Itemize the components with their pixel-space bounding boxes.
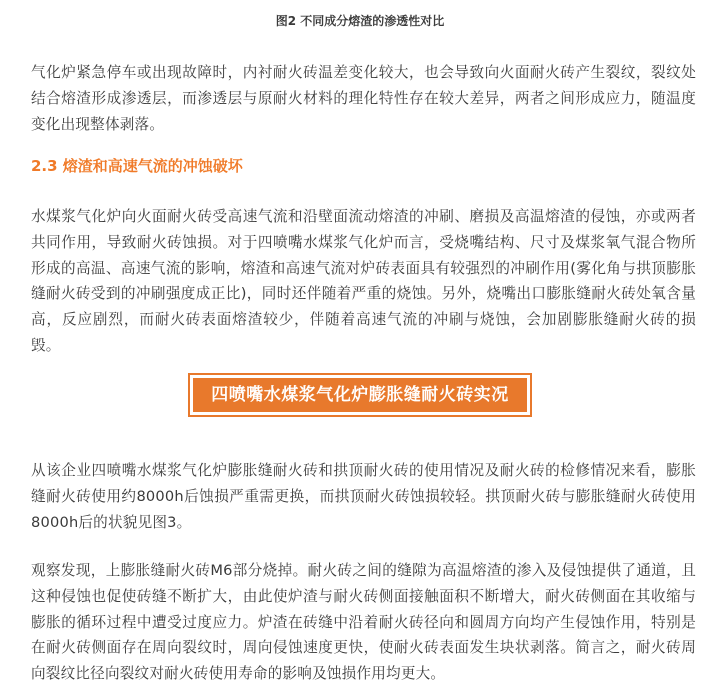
section-banner: 四喷嘴水煤浆气化炉膨胀缝耐火砖实况 — [190, 375, 530, 415]
paragraph-4: 观察发现，上膨胀缝耐火砖M6部分烧掉。耐火砖之间的缝隙为高温熔渣的渗入及侵蚀提供了通道，且这种侵蚀也促使砖缝不断扩大，由此使炉渣与耐火砖侧面接触面积不断增大，耐火砖侧面在其收缩与膨胀的循环过程中遭受过度应力。炉渣在砖缝中沿着耐火砖径向和圆周方向均产生侵蚀作用，特别是在耐火砖侧面存在周向裂纹时，周向侵蚀速度更快，使耐火砖表面发生块状剥落。简言之，耐火砖周向裂纹比径向裂纹对耐火砖使用寿命的影响及蚀损作用均更大。 — [31, 562, 696, 683]
paragraph-3: 从该企业四喷嘴水煤浆气化炉膨胀缝耐火砖和拱顶耐火砖的使用情况及耐火砖的检修情况来看，膨胀缝耐火砖使用约8000h后蚀损严重需更换，而拱顶耐火砖蚀损较轻。拱顶耐火砖与膨胀缝耐火砖使用8000h后的状貌见图3。 — [31, 462, 696, 531]
section-heading: 2.3 熔渣和高速气流的冲蚀破坏 — [31, 157, 243, 175]
paragraph-2: 水煤浆气化炉向火面耐火砖受高速气流和沿壁面流动熔渣的冲刷、磨损及高温熔渣的侵蚀，亦或两者共同作用，导致耐火砖蚀损。对于四喷嘴水煤浆气化炉而言，受烧嘴结构、尺寸及煤浆氧气混合物所形成的高温、高速气流的影响，熔渣和高速气流对炉砖表面具有较强烈的冲刷作用(雾化角与拱顶膨胀缝耐火砖受到的冲刷强度成正比)，同时还伴随着严重的烧蚀。另外，烧嘴出口膨胀缝耐火砖处氧含量高，反应剧烈，而耐火砖表面熔渣较少，伴随着高速气流的冲刷与烧蚀，会加剧膨胀缝耐火砖的损毁。 — [31, 208, 696, 354]
figure-caption: 图2 不同成分熔渣的渗透性对比 — [275, 14, 445, 28]
paragraph-1: 气化炉紧急停车或出现故障时，内衬耐火砖温差变化较大，也会导致向火面耐火砖产生裂纹，裂纹处结合熔渣形成渗透层，而渗透层与原耐火材料的理化特性存在较大差异，两者之间形成应力，随温度变化出现整体剥落。 — [31, 64, 696, 133]
